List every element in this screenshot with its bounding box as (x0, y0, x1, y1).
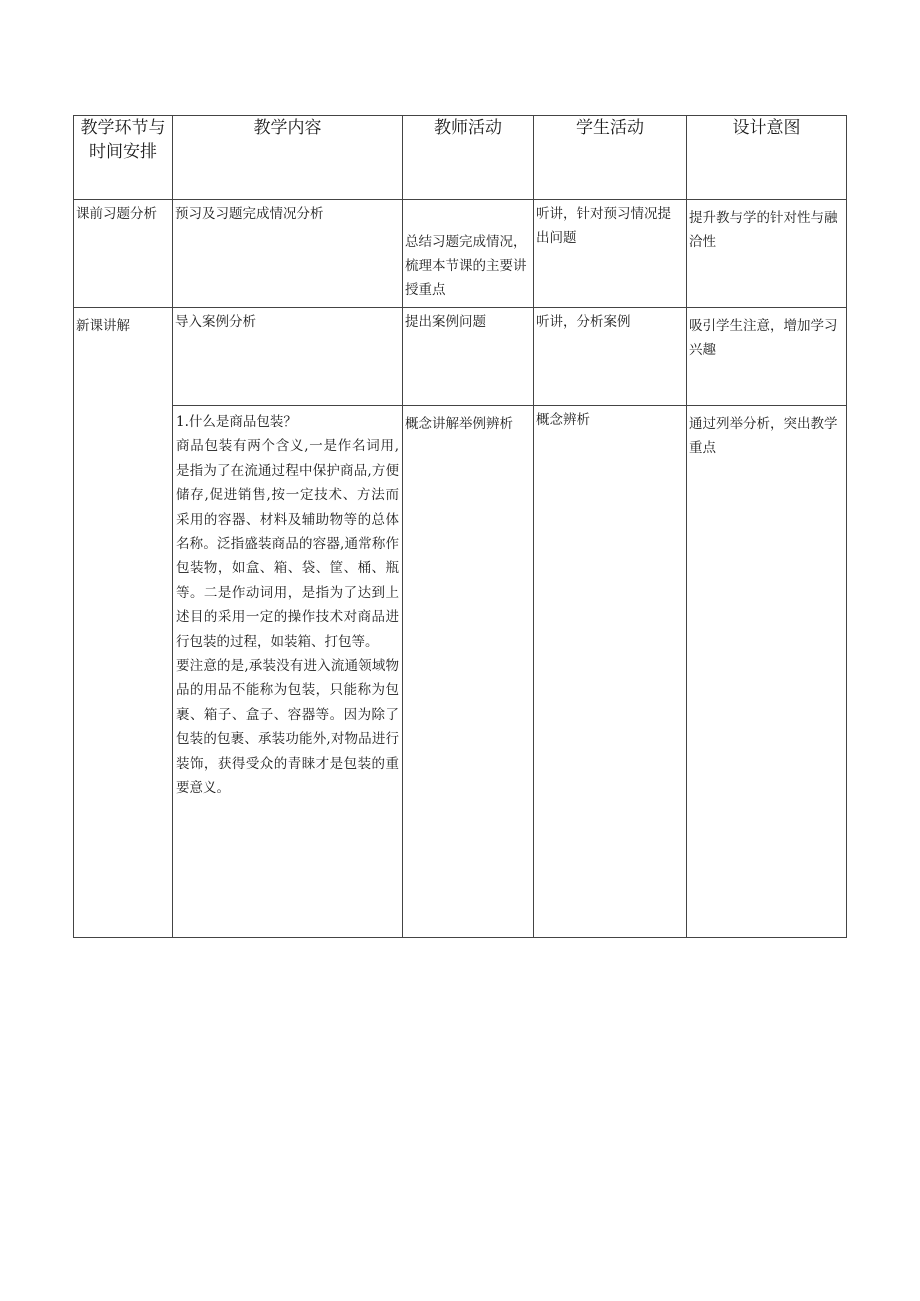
newlesson-student: 听讲，分析案例 (536, 314, 631, 330)
header-section: 教学环节与时间安排 (74, 116, 173, 200)
concept-content-paragraph-2: 要注意的是,承装没有进入流通领域物品的用品不能称为包装，只能称为包裹、箱子、盒子、容器等。因为除了包装的包裹、承装功能外,对物品进行装饰，获得受众的青睐才是包装的重要意义。 (176, 658, 399, 797)
newlesson-section: 新课讲解 (76, 318, 130, 334)
concept-content-paragraph-1: 商品包装有两个含义,一是作名词用,是指为了在流通过程中保护商品,方便储存,促进销售,按一定技术、方法而采用的容器、材料及辅助物等的总体名称。泛指盛装商品的容器,通常称作包装物，如盒、箱、袋、筐、桶、瓶等。二是作动词用，是指为了达到上述目的采用一定的操作技术对商品进行包装的过程，如装箱、打包等。 (176, 438, 399, 650)
prelesson-teacher: 总结习题完成情况，梳理本节课的主要讲授重点 (405, 234, 527, 298)
prelesson-section: 课前习题分析 (76, 206, 157, 222)
header-student: 学生活动 (534, 116, 687, 200)
concept-teacher: 概念讲解举例辨析 (405, 416, 513, 432)
table-row-concept (74, 406, 847, 938)
header-teacher: 教师活动 (403, 116, 534, 200)
concept-content (173, 406, 402, 801)
newlesson-content: 导入案例分析 (175, 314, 256, 330)
header-content: 教学内容 (173, 116, 403, 200)
header-row (74, 116, 847, 200)
header-intent: 设计意图 (687, 116, 847, 200)
concept-intent: 通过列举分析，突出教学重点 (689, 416, 838, 456)
prelesson-intent: 提升教与学的针对性与融洽性 (689, 210, 838, 250)
table-row-prelesson (74, 200, 847, 308)
table-row-newlesson (74, 308, 847, 406)
newlesson-intent: 吸引学生注意，增加学习兴趣 (689, 318, 838, 358)
newlesson-teacher: 提出案例问题 (405, 314, 486, 330)
lesson-plan-table (73, 115, 847, 938)
concept-student: 概念辨析 (536, 412, 590, 428)
concept-content-title: 1.什么是商品包装？ (176, 414, 297, 430)
prelesson-student: 听讲，针对预习情况提出问题 (536, 206, 671, 246)
prelesson-content: 预习及习题完成情况分析 (175, 206, 324, 222)
